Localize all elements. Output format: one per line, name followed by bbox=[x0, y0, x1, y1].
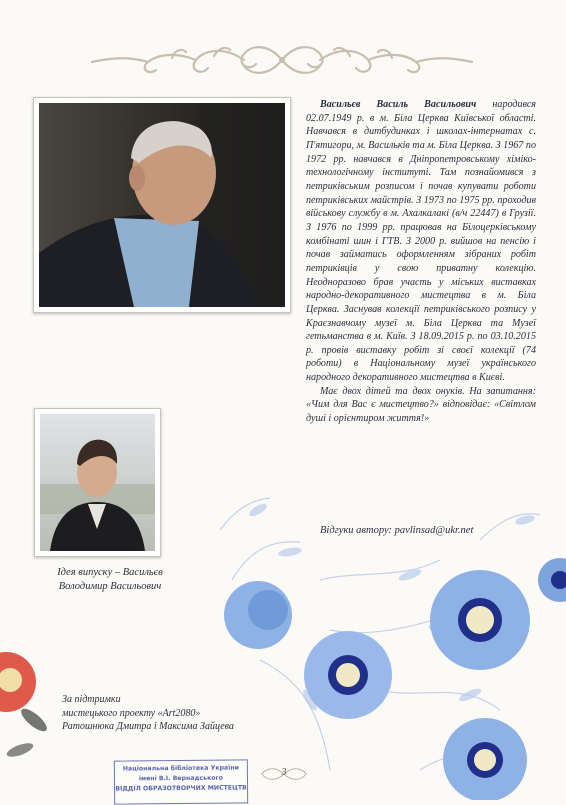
support-line-1: За підтримки bbox=[62, 694, 121, 705]
page-number-ornament bbox=[256, 764, 312, 784]
page-number: 3 bbox=[281, 767, 287, 778]
biography-paragraph-1: народився 02.07.1949 р. в м. Біла Церква Київської області. Навчався в дитбудинках і школах-інтернатах с. П'ятигори, м. Васильків та м. Біла Церква. З 1967 по 1972 рр. навчався в Дніпропетровському хіміко-технологічному інституті. Там познайомився з петриківським розписом і почав купувати роботи петриківських майстрів. З 1973 по 1975 рр. проходив військову службу в м. Ахалкалакі (в/ч 22447) в Грузії. З 1976 по 1999 рр. працював на Білоцерківському комбінаті шин і ГТВ. З 2000 р. вийшов на пенсію і почав займатись оформленням зібраних робіт петриківців у свою приватну колекцію. Неодноразово брав участь у міських виставках народно-декоративного мистецтва в м. Біла Церква. Заснував колекції петриківського розпису у Краєзнавчому музеї м. Біла Церква та Музеї гетьманства в м. Київ. З 18.09.2015 р. по 03.10.2015 р. провів виставку робіт зі своєї колекції (74 роботи) в Національному музеї українського народного декоративного мистецтва в Києві. bbox=[306, 99, 536, 384]
portrait-photo-main bbox=[33, 97, 291, 313]
caption-line-1: Ідея випуску – Васильєв bbox=[57, 567, 163, 578]
library-stamp bbox=[114, 759, 248, 804]
support-line-3: Ратошнюка Дмитра і Максима Зайцева bbox=[62, 721, 234, 732]
biography-text bbox=[306, 98, 536, 426]
petrykivka-floral-decoration bbox=[0, 470, 566, 800]
biography-paragraph-2: Має двох дітей та двох онуків. На запитання: «Чим для Вас є мистецтво?» відповідає: «Світлом душі і орієнтиром життя!» bbox=[306, 385, 536, 425]
stamp-line-2: імені В.І. Вернадського bbox=[138, 774, 224, 783]
caption-line-2: Володимир Васильович bbox=[58, 581, 162, 592]
author-feedback-email: Відгуки автору: pavlinsad@ukr.net bbox=[320, 525, 474, 536]
support-credits bbox=[62, 693, 292, 734]
author-name: Васильєв Василь Васильович bbox=[320, 99, 477, 110]
support-line-2: мистецького проекту «Art2080» bbox=[62, 707, 201, 719]
stamp-line-1: Національна бібліотека України bbox=[122, 764, 239, 773]
ornament-divider bbox=[84, 36, 480, 84]
stamp-line-3: ВІДДІЛ ОБРАЗОТВОРЧИХ МИСТЕЦТВ bbox=[115, 784, 247, 793]
